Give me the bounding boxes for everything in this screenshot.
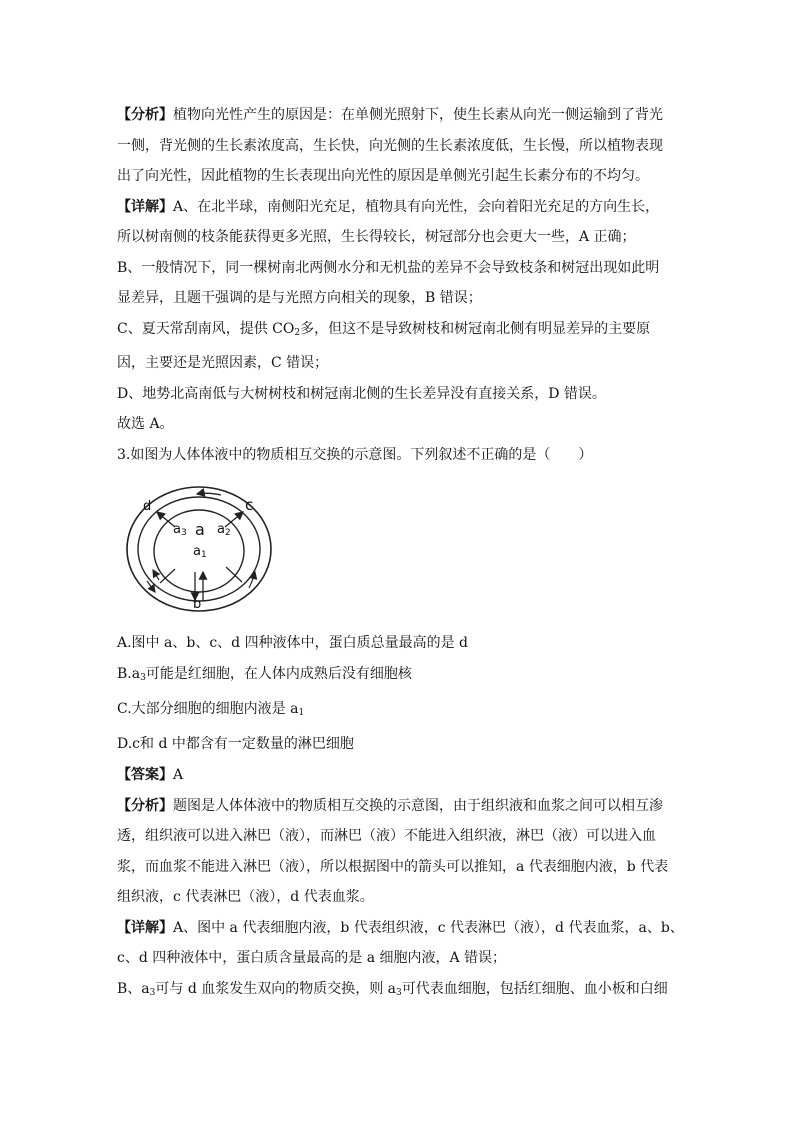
analysis2-line-4: 组织液，c 代表淋巴（液），d 代表血浆。 bbox=[117, 889, 374, 905]
answer-tag: 【答案】 bbox=[117, 767, 173, 783]
detail-line-3: B、一般情况下，同一棵树南北两侧水分和无机盐的差异不会导致枝条和树冠出现如此明 bbox=[117, 259, 660, 276]
analysis-line-2: 一侧，背光侧的生长素浓度高，生长快，向光侧的生长素浓度低，生长慢，所以植物表现 bbox=[117, 137, 663, 154]
detail-tag: 【详解】 bbox=[117, 198, 173, 215]
option-d: D.c和 d 中都含有一定数量的淋巴细胞 bbox=[117, 736, 354, 752]
label-b: b bbox=[193, 597, 202, 612]
label-a3: $a_3$ bbox=[173, 522, 187, 538]
analysis2-tag: 【分析】 bbox=[117, 797, 173, 814]
detail-line-5: C、夏天常刮南风，提供 $CO_2$多，但这不是导致树枝和树冠南北侧有明显差异的主要原 bbox=[117, 320, 651, 338]
label-a2: $a_2$ bbox=[217, 522, 231, 538]
detail-line-4: 显差异，且题干强调的是与光照方向相关的现象，B 错误； bbox=[117, 290, 482, 306]
analysis-tag: 【分析】 bbox=[117, 107, 173, 123]
answer-statement: 故选 A。 bbox=[117, 416, 174, 432]
top-flow-arrow bbox=[197, 493, 221, 495]
detail2-tag: 【详解】 bbox=[117, 919, 173, 936]
option-b: $B.a_3$可能是红细胞，在人体内成熟后没有细胞核 bbox=[117, 666, 412, 683]
detail-line-2: 所以树南侧的枝条能获得更多光照，生长得较长，树冠部分也会更大一些，A 正确； bbox=[117, 229, 636, 245]
analysis-line-3: 出了向光性，因此植物的生长表现出向光性的原因是单侧光引起生长素分布的不均匀。 bbox=[117, 168, 649, 184]
option-a: A.图中 a、b、c、d 四种液体中，蛋白质总量最高的是 d bbox=[117, 635, 468, 651]
detail2-line-1: 【详解】A、图中 a 代表细胞内液，b 代表组织液，c 代表淋巴（液），d 代表血浆，a、b、 bbox=[117, 919, 684, 936]
ring-arrow-left-2 bbox=[147, 581, 155, 592]
detail2-line-2: c、d 四种液体中，蛋白质含量最高的是 a 细胞内液，A 错误； bbox=[117, 950, 507, 966]
question-stem: 3.如图为人体体液中的物质相互交换的示意图。下列叙述不正确的是（ ） bbox=[117, 446, 593, 463]
detail-line-7: D、地势北高南低与大树树枝和树冠南北侧的生长差异没有直接关系，D 错误。 bbox=[117, 385, 606, 402]
analysis2-line-2: 透，组织液可以进入淋巴（液），而淋巴（液）不能进入组织液，淋巴（液）可以进入血 bbox=[117, 828, 656, 844]
label-a: a bbox=[195, 520, 205, 539]
analysis2-line-1: 【分析】题图是人体体液中的物质相互交换的示意图，由于组织液和血浆之间可以相互渗 bbox=[117, 797, 663, 814]
label-c: c bbox=[245, 496, 254, 514]
body-fluid-diagram bbox=[125, 484, 281, 614]
label-d: d bbox=[143, 499, 152, 514]
detail2-line-3: B、$a_3$可与 d 血浆发生双向的物质交换，则 $a_3$可代表血细胞，包括红细胞、血小板和白细 bbox=[117, 980, 668, 998]
label-a1: $a_1$ bbox=[193, 544, 207, 560]
answer-line: 【答案】A bbox=[117, 767, 184, 783]
analysis-line-1: 【分析】植物向光性产生的原因是：在单侧光照射下，使生长素从向光一侧运输到了背光 bbox=[117, 107, 663, 123]
analysis2-line-3: 浆，而血浆不能进入淋巴（液），所以根据图中的箭头可以推知，a 代表细胞内液，b 代表 bbox=[117, 858, 669, 875]
detail-line-6: 因，主要还是光照因素，C 错误； bbox=[117, 355, 329, 371]
document-body bbox=[117, 100, 684, 1008]
ring-arrow-left-1 bbox=[153, 570, 159, 580]
detail-line-1: 【详解】A、在北半球，南侧阳光充足，植物具有向光性，会向着阳光充足的方向生长， bbox=[117, 198, 660, 215]
option-c: C.大部分细胞的细胞内液是 $a_1$ bbox=[117, 701, 305, 718]
